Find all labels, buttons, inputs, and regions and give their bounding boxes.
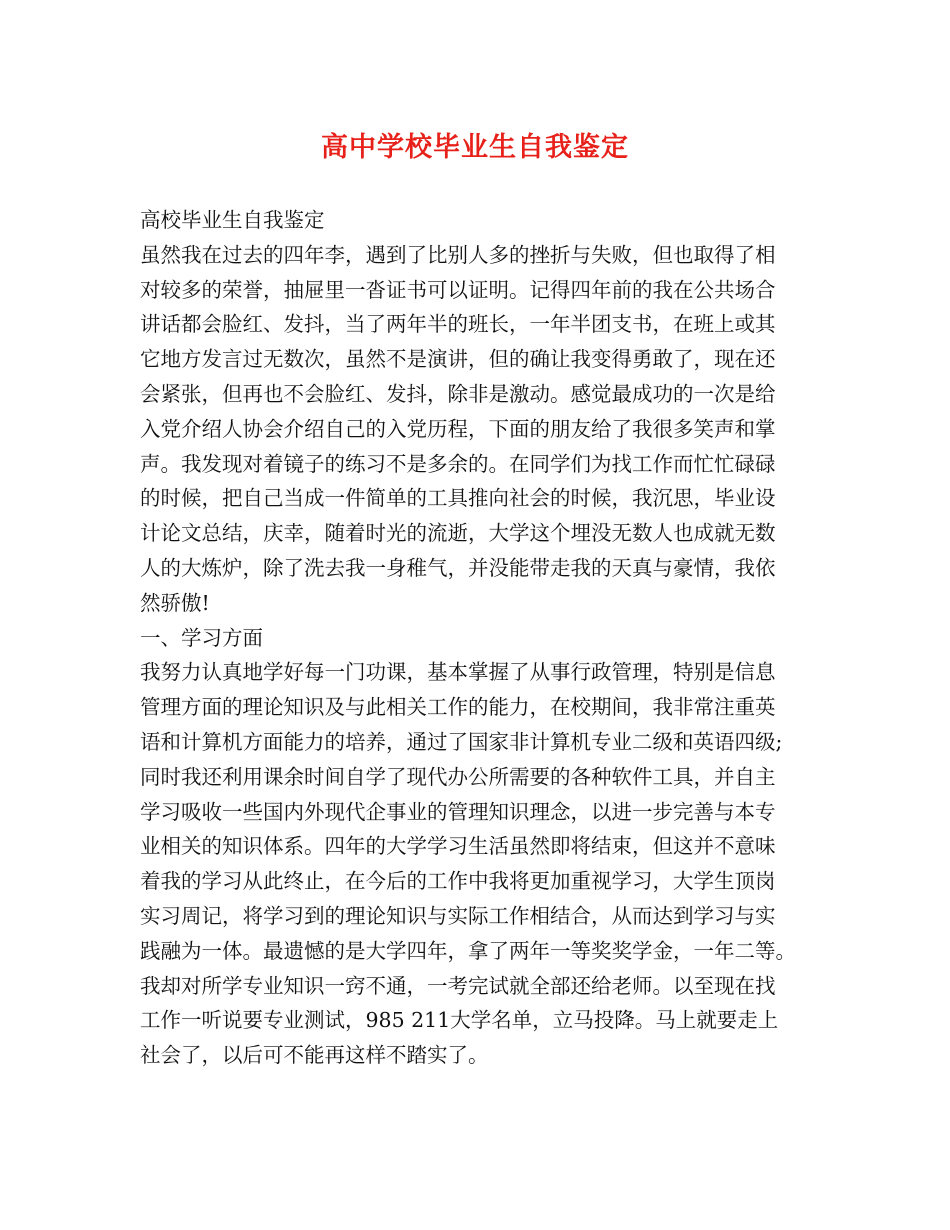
text-line: 业相关的知识体系。四年的大学学习生活虽然即将结束，但这并不意味	[140, 834, 776, 859]
text-line: 语和计算机方面能力的培养，通过了国家非计算机专业二级和英语四级;	[140, 729, 783, 754]
text-line: 践融为一体。最遗憾的是大学四年，拿了两年一等奖奖学金，一年二等。	[140, 938, 796, 963]
text-line: 工作一听说要专业测试，985 211大学名单，立马投降。马上就要走上	[140, 1008, 779, 1033]
document-title: 高中学校毕业生自我鉴定	[321, 132, 629, 163]
text-line: 然骄傲!	[140, 590, 210, 615]
subtitle-line: 高校毕业生自我鉴定	[140, 208, 325, 232]
text-line: 管理方面的理论知识及与此相关工作的能力，在校期间，我非常注重英	[140, 695, 776, 720]
document-body	[140, 203, 820, 1073]
text-line: 我努力认真地学好每一门功课，基本掌握了从事行政管理，特别是信息	[140, 660, 776, 685]
text-line: 的时候，把自己当成一件简单的工具推向社会的时候，我沉思，毕业设	[140, 486, 776, 511]
text-line: 学习吸收一些国内外现代企事业的管理知识理念，以进一步完善与本专	[140, 799, 776, 824]
text-line: 着我的学习从此终止，在今后的工作中我将更加重视学习，大学生顶岗	[140, 869, 776, 894]
text-line: 社会了，以后可不能再这样不踏实了。	[140, 1043, 489, 1068]
text-line: 计论文总结，庆幸，随着时光的流逝，大学这个埋没无数人也成就无数	[140, 521, 776, 546]
text-line: 它地方发言过无数次，虽然不是演讲，但的确让我变得勇敢了，现在还	[140, 347, 776, 372]
text-line: 同时我还利用课余时间自学了现代办公所需要的各种软件工具，并自主	[140, 764, 776, 789]
text-line: 虽然我在过去的四年李，遇到了比别人多的挫折与失败，但也取得了相	[140, 242, 776, 267]
text-line: 声。我发现对着镜子的练习不是多余的。在同学们为找工作而忙忙碌碌	[140, 451, 776, 476]
text-line: 讲话都会脸红、发抖，当了两年半的班长，一年半团支书，在班上或其	[140, 312, 776, 337]
text-line: 实习周记，将学习到的理论知识与实际工作相结合，从而达到学习与实	[140, 903, 776, 928]
text-line: 人的大炼炉，除了洗去我一身稚气，并没能带走我的天真与豪情，我依	[140, 555, 776, 580]
text-line: 对较多的荣誉，抽屉里一沓证书可以证明。记得四年前的我在公共场合	[140, 277, 776, 302]
text-line: 会紧张，但再也不会脸红、发抖，除非是激动。感觉最成功的一次是给	[140, 381, 776, 406]
text-line: 入党介绍人协会介绍自己的入党历程，下面的朋友给了我很多笑声和掌	[140, 416, 776, 441]
text-line: 我却对所学专业知识一窍不通，一考完试就全部还给老师。以至现在找	[140, 973, 776, 998]
section-heading: 一、学习方面	[140, 625, 263, 650]
